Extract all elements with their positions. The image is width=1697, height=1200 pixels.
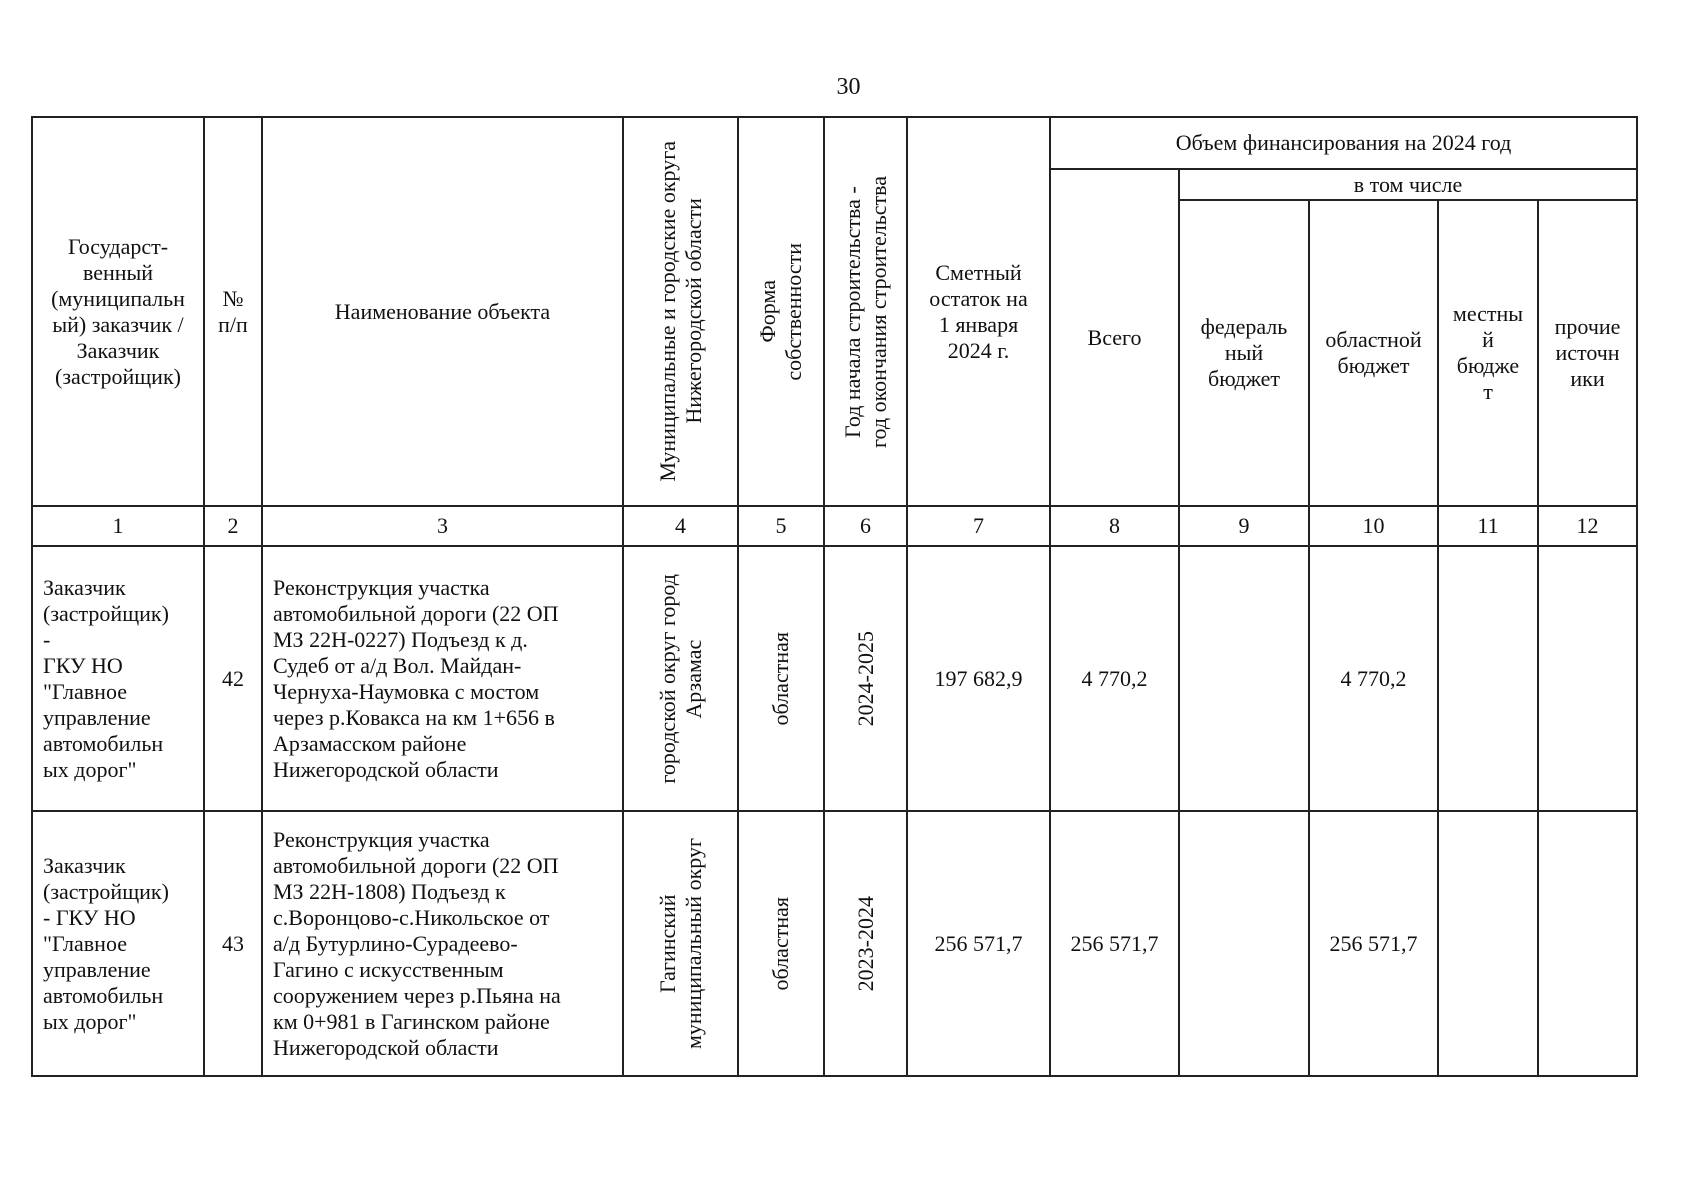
cell-local — [1438, 811, 1538, 1076]
cell-customer: Заказчик (застройщик) - ГКУ НО "Главное управление автомобильн ых дорог" — [32, 811, 204, 1076]
cell-federal — [1179, 546, 1309, 811]
cell-total: 4 770,2 — [1050, 546, 1179, 811]
header-including: в том числе — [1179, 169, 1637, 200]
cell-years: 2023-2024 — [824, 811, 907, 1076]
cell-other — [1538, 546, 1637, 811]
column-number: 1 — [32, 506, 204, 546]
column-number: 6 — [824, 506, 907, 546]
header-local: местны й бюдже т — [1438, 200, 1538, 506]
header-estimate-balance: Сметный остаток на 1 января 2024 г. — [907, 117, 1050, 506]
cell-object-name: Реконструкция участка автомобильной дороги (22 ОП МЗ 22Н-0227) Подъезд к д. Судеб от а/д Вол. Майдан- Чернуха-Наумовка с мостом через р.Ковакса на км 1+656 в Арзамасском районе Нижегородской области — [262, 546, 623, 811]
cell-local — [1438, 546, 1538, 811]
header-object-name: Наименование объекта — [262, 117, 623, 506]
cell-estimate-balance: 197 682,9 — [907, 546, 1050, 811]
cell-estimate-balance: 256 571,7 — [907, 811, 1050, 1076]
cell-total: 256 571,7 — [1050, 811, 1179, 1076]
cell-number: 42 — [204, 546, 262, 811]
header-number: № п/п — [204, 117, 262, 506]
header-customer: Государст- венный (муниципальн ый) заказчик / Заказчик (застройщик) — [32, 117, 204, 506]
header-regional: областной бюджет — [1309, 200, 1438, 506]
cell-federal — [1179, 811, 1309, 1076]
table-row — [32, 811, 1637, 1076]
header-other: прочие источн ики — [1538, 200, 1637, 506]
header-row-top — [32, 117, 1637, 169]
cell-years: 2024-2025 — [824, 546, 907, 811]
column-number: 2 — [204, 506, 262, 546]
column-number: 8 — [1050, 506, 1179, 546]
header-districts: Муниципальные и городские округа Нижегородской области — [623, 117, 738, 506]
page-number: 30 — [836, 74, 861, 100]
column-number: 5 — [738, 506, 824, 546]
column-number: 7 — [907, 506, 1050, 546]
column-number-row — [32, 506, 1637, 546]
column-number: 12 — [1538, 506, 1637, 546]
table-row — [32, 546, 1637, 811]
column-number: 10 — [1309, 506, 1438, 546]
cell-other — [1538, 811, 1637, 1076]
column-number: 9 — [1179, 506, 1309, 546]
cell-regional: 4 770,2 — [1309, 546, 1438, 811]
column-number: 3 — [262, 506, 623, 546]
header-years: Год начала строительства - год окончания строительства — [824, 117, 907, 506]
cell-ownership: областная — [738, 811, 824, 1076]
header-funding-group: Объем финансирования на 2024 год — [1050, 117, 1637, 169]
cell-number: 43 — [204, 811, 262, 1076]
cell-object-name: Реконструкция участка автомобильной дороги (22 ОП МЗ 22Н-1808) Подъезд к с.Воронцово-с.Никольское от а/д Бутурлино-Сурадеево- Гагино с искусственным сооружением через р.Пьяна на км 0+981 в Гагинском районе Нижегородской области — [262, 811, 623, 1076]
cell-district: Гагинский муниципальный округ — [623, 811, 738, 1076]
header-ownership: Форма собственности — [738, 117, 824, 506]
header-total: Всего — [1050, 169, 1179, 506]
column-number: 11 — [1438, 506, 1538, 546]
header-federal: федераль ный бюджет — [1179, 200, 1309, 506]
cell-ownership: областная — [738, 546, 824, 811]
cell-customer: Заказчик (застройщик) - ГКУ НО "Главное управление автомобильн ых дорог" — [32, 546, 204, 811]
financing-table — [31, 116, 1638, 1077]
cell-district: городской округ город Арзамас — [623, 546, 738, 811]
column-number: 4 — [623, 506, 738, 546]
cell-regional: 256 571,7 — [1309, 811, 1438, 1076]
